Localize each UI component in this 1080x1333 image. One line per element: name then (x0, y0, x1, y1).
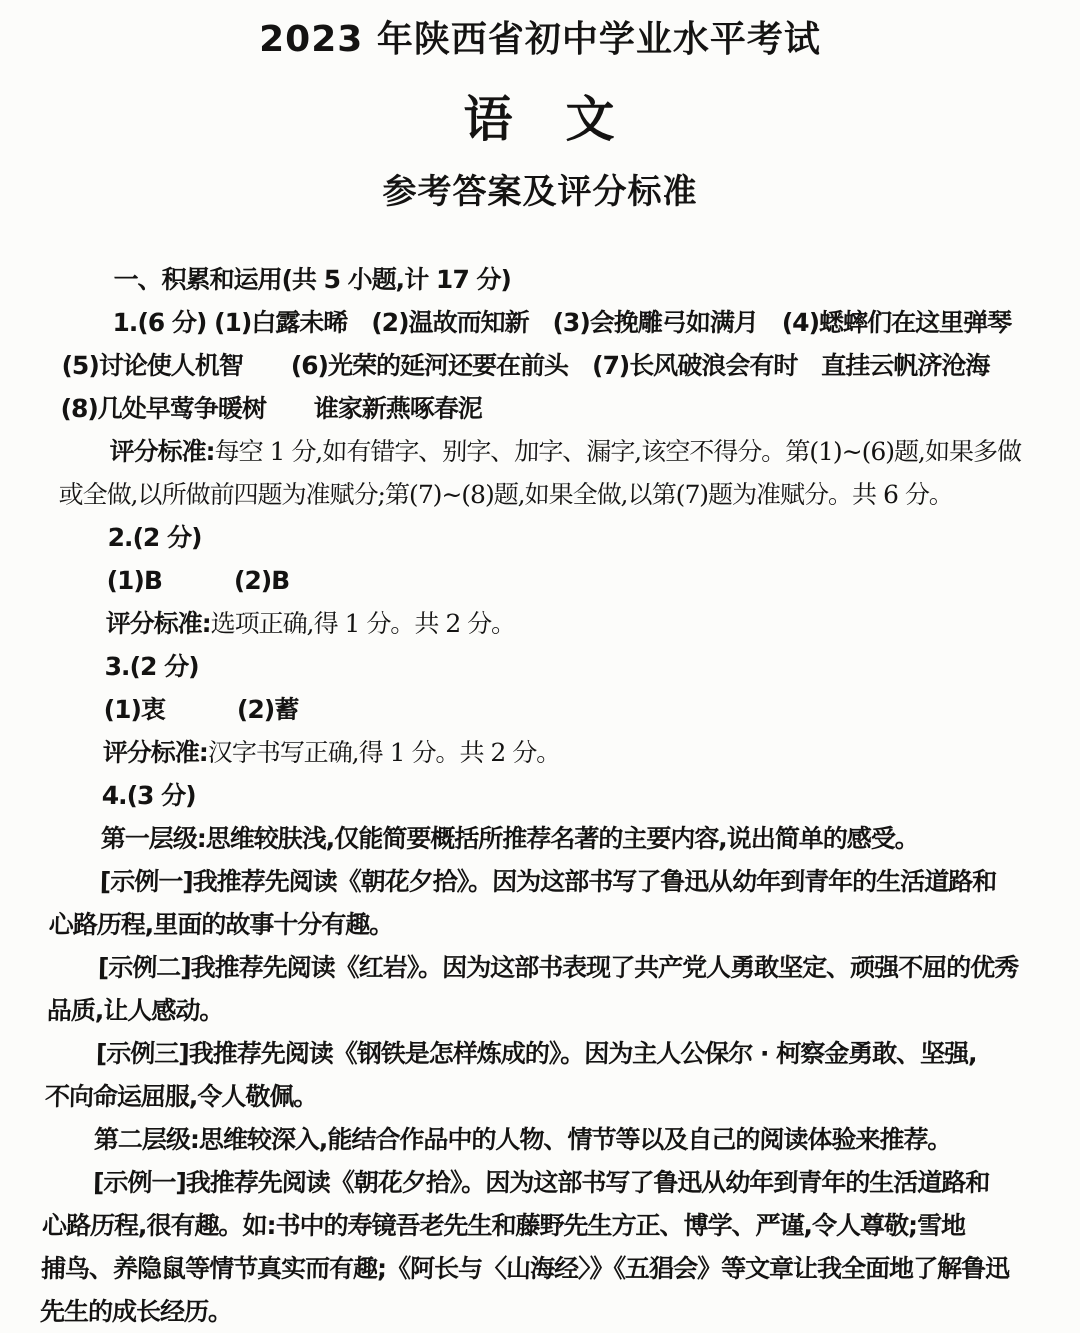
q3-head: 3.(2 分) (104, 652, 199, 681)
q4-level2-example1-line2: 心路历程,很有趣。如:书中的寿镜吾老先生和藤野先生方正、博学、严谨,令人尊敬;雪地 (41, 1211, 966, 1240)
q4-level1-example2-line1: [示例二]我推荐先阅读《红岩》。因为这部书表现了共产党人勇敢坚定、顽强不屈的优秀 (97, 953, 1019, 982)
q2-criteria-label: 评分标准: (105, 609, 212, 638)
q4-level1-example1-line1: [示例一]我推荐先阅读《朝花夕拾》。因为这部书写了鲁迅从幼年到青年的生活道路和 (99, 867, 997, 896)
q4-level1-example3-line2: 不向命运屈服,令人敬佩。 (44, 1082, 318, 1111)
q4-head: 4.(3 分) (101, 781, 196, 810)
q4-level2-example1-line4: 先生的成长经历。 (39, 1297, 233, 1326)
q2-answers: (1)B (2)B (106, 566, 290, 595)
section1-heading: 一、积累和运用(共 5 小题,计 17 分) (113, 265, 512, 294)
q2-criteria-text: 选项正确,得 1 分。共 2 分。 (210, 609, 516, 638)
q3-answers: (1)衷 (2)蓄 (103, 695, 299, 724)
q4-level1-example3-line1: [示例三]我推荐先阅读《钢铁是怎样炼成的》。因为主人公保尔 · 柯察金勇敢、坚强, (95, 1039, 978, 1068)
answers-standard-title: 参考答案及评分标准 (382, 172, 698, 212)
q3-criteria-line (52, 731, 1053, 774)
subject-title: 语 文 (463, 91, 617, 148)
q4-level1: 第一层级:思维较肤浅,仅能简要概括所推荐名著的主要内容,说出简单的感受。 (100, 824, 920, 853)
q4-level1-example2-line2: 品质,让人感动。 (46, 996, 224, 1025)
q1-answer-line-2: (5)讨论使人机智 (6)光荣的延河还要在前头 (7)长风破浪会有时 直挂云帆济沧海 (61, 351, 990, 380)
q1-answer-line-1: 1.(6 分) (1)白露未晞 (2)温故而知新 (3)会挽雕弓如满月 (4)蟋蟀们在这里弹琴 (112, 308, 1012, 337)
exam-title: 2023 年陕西省初中学业水平考试 (259, 19, 821, 60)
q4-level2: 第二层级:思维较深入,能结合作品中的人物、情节等以及自己的阅读体验来推荐。 (93, 1125, 952, 1154)
q3-criteria-text: 汉字书写正确,得 1 分。共 2 分。 (207, 738, 561, 767)
q1-answer-line-3: (8)几处早莺争暖树 谁家新燕啄春泥 (60, 394, 483, 423)
q4-level1-example1-line2: 心路历程,里面的故事十分有趣。 (48, 910, 394, 939)
answer-key-body (0, 258, 1080, 1333)
q1-criteria-text-2: 或全做,以所做前四题为准赋分;第(7)~(8)题,如果全做,以第(7)题为准赋分。共 6 分。 (58, 480, 954, 509)
q3-criteria-label: 评分标准: (102, 738, 209, 767)
q2-head: 2.(2 分) (107, 523, 202, 552)
q1-criteria-text-1: 每空 1 分,如有错字、别字、加字、漏字,该空不得分。第(1)~(6)题,如果多做 (214, 437, 1022, 466)
q4-level2-example1-line3: 捕鸟、养隐鼠等情节真实而有趣;《阿长与〈山海经〉》《五猖会》等文章让我全面地了解鲁迅 (40, 1254, 1010, 1283)
q1-criteria-label: 评分标准: (109, 437, 215, 466)
q4-level2-example1-line1: [示例一]我推荐先阅读《朝花夕拾》。因为这部书写了鲁迅从幼年到青年的生活道路和 (92, 1168, 990, 1197)
q1-criteria-line-2 (58, 473, 1059, 516)
q2-criteria-line (55, 602, 1056, 645)
q1-criteria-line-1 (59, 430, 1060, 473)
